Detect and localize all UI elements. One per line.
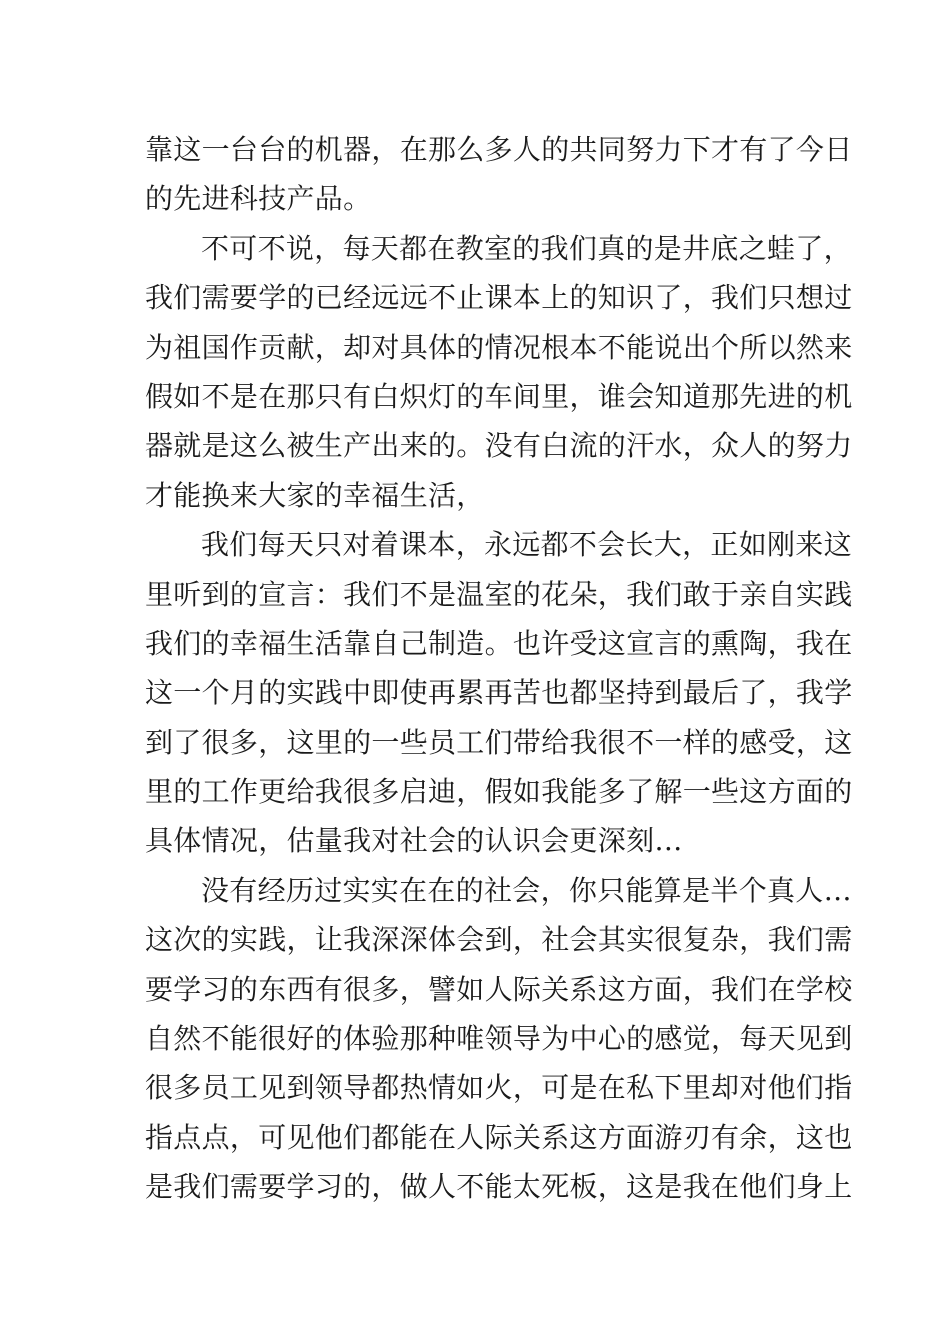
text-line: 为祖国作贡献，却对具体的情况根本不能说出个所以然来 [145,330,853,364]
text-line: 靠这一台台的机器，在那么多人的共同努力下才有了今日 [145,133,853,166]
text-line: 里听到的宣言：我们不是温室的花朵，我们敢于亲自实践 [145,577,853,611]
text-line: 我们的幸福生活靠自己制造。也许受这宣言的熏陶，我在 [145,626,853,660]
text-line: 才能换来大家的幸福生活， [145,478,485,512]
text-line: 这一个月的实践中即使再累再苦也都坚持到最后了，我学 [145,676,853,710]
text-line: 里的工作更给我很多启迪，假如我能多了解一些这方面的 [145,775,853,809]
paragraph-start-line: 不可不说，每天都在教室的我们真的是井底之蛙了， [201,231,852,265]
text-line: 具体情况，估量我对社会的认识会更深刻… [145,824,683,858]
text-line: 很多员工见到领导都热情如火，可是在私下里却对他们指 [145,1071,853,1105]
text-line: 我们需要学的已经远远不止课本上的知识了，我们只想过 [145,281,853,315]
text-line: 这次的实践，让我深深体会到，社会其实很复杂，我们需 [145,923,853,957]
text-line: 指点点，可见他们都能在人际关系这方面游刃有余，这也 [145,1120,853,1154]
text-line: 是我们需要学习的，做人不能太死板，这是我在他们身上 [145,1170,853,1204]
text-line: 假如不是在那只有白炽灯的车间里，谁会知道那先进的机 [145,379,853,413]
body-text [145,125,853,1212]
paragraph-start-line: 我们每天只对着课本，永远都不会长大，正如刚来这 [201,528,852,562]
text-line: 器就是这么被生产出来的。没有白流的汗水，众人的努力 [145,429,853,463]
text-line: 要学习的东西有很多，譬如人际关系这方面，我们在学校 [145,972,853,1006]
text-line: 自然不能很好的体验那种唯领导为中心的感觉，每天见到 [145,1022,853,1056]
text-line: 到了很多，这里的一些员工们带给我很不一样的感受，这 [145,725,853,759]
text-line: 的先进科技产品。 [145,182,372,216]
paragraph-start-line: 没有经历过实实在在的社会，你只能算是半个真人… [201,873,852,907]
